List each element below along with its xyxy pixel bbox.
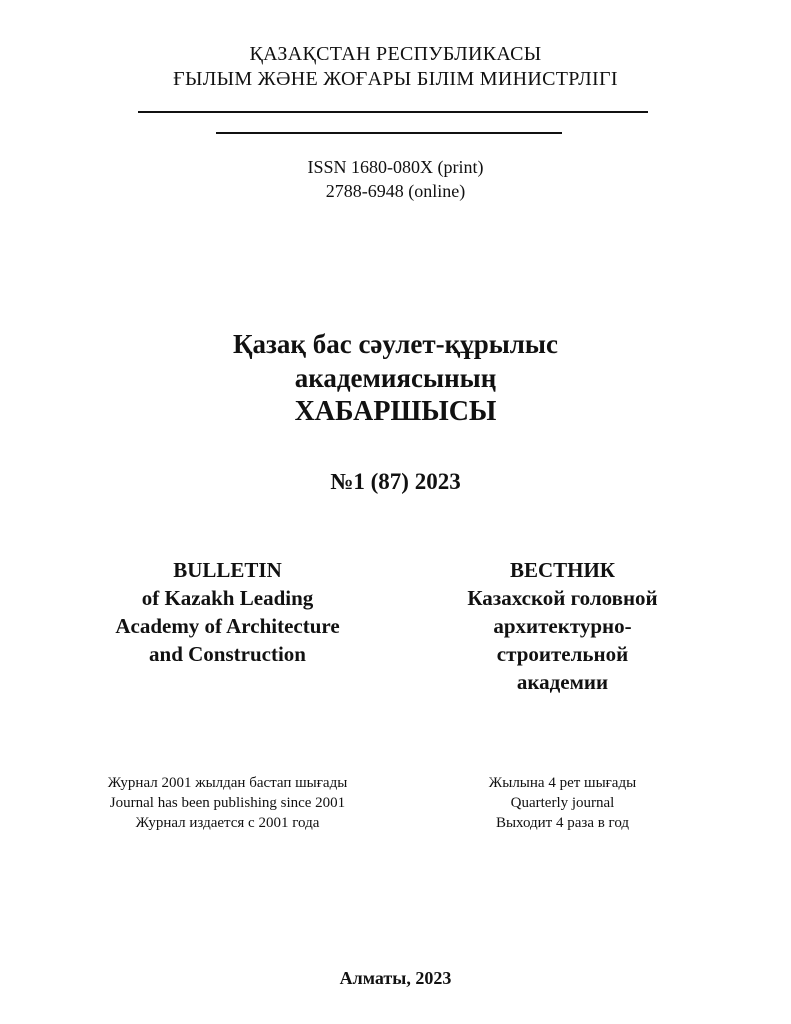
title-en-line-4: and Construction xyxy=(149,642,306,666)
frequency-block xyxy=(395,773,730,833)
title-line-3: ХАБАРШЫСЫ xyxy=(294,396,497,427)
divider-long xyxy=(138,111,648,113)
title-en-line-2: of Kazakh Leading xyxy=(141,586,314,610)
frequency-ru: Выходит 4 раза в год xyxy=(495,815,630,831)
title-ru-line-2: Казахской головной xyxy=(467,586,658,610)
publishing-since-block xyxy=(60,773,395,833)
journal-title-ru xyxy=(395,556,730,696)
journal-title-kz xyxy=(0,327,791,429)
issn-print: ISSN 1680-080X (print) xyxy=(307,157,484,177)
title-ru-line-5: академии xyxy=(516,670,609,694)
title-ru-line-4: строительной xyxy=(496,642,629,666)
issn-online: 2788-6948 (online) xyxy=(325,181,466,201)
since-en: Journal has been publishing since 2001 xyxy=(109,795,346,811)
issn-block xyxy=(0,155,791,203)
ministry-line-2: ҒЫЛЫМ ЖӘНЕ ЖОҒАРЫ БІЛІМ МИНИСТРЛІГІ xyxy=(173,68,618,90)
title-ru-line-1: ВЕСТНИК xyxy=(509,558,616,582)
since-ru: Журнал издается с 2001 года xyxy=(135,815,320,831)
frequency-kz: Жылына 4 рет шығады xyxy=(488,775,637,791)
title-line-2: академиясының xyxy=(294,363,497,393)
ministry-line-1: ҚАЗАҚСТАН РЕСПУБЛИКАСЫ xyxy=(249,43,542,65)
journal-title-en xyxy=(60,556,395,668)
divider-short xyxy=(216,132,562,134)
city-year: Алматы, 2023 xyxy=(339,968,452,988)
since-kz: Журнал 2001 жылдан бастап шығады xyxy=(107,775,348,791)
ministry-header xyxy=(0,42,791,92)
issue-number: №1 (87) 2023 xyxy=(330,469,461,494)
frequency-en: Quarterly journal xyxy=(510,795,615,811)
title-line-1: Қазақ бас сәулет-құрылыс xyxy=(232,329,558,359)
title-en-line-1: BULLETIN xyxy=(173,558,282,582)
title-ru-line-3: архитектурно- xyxy=(493,614,632,638)
title-en-line-3: Academy of Architecture xyxy=(115,614,340,638)
